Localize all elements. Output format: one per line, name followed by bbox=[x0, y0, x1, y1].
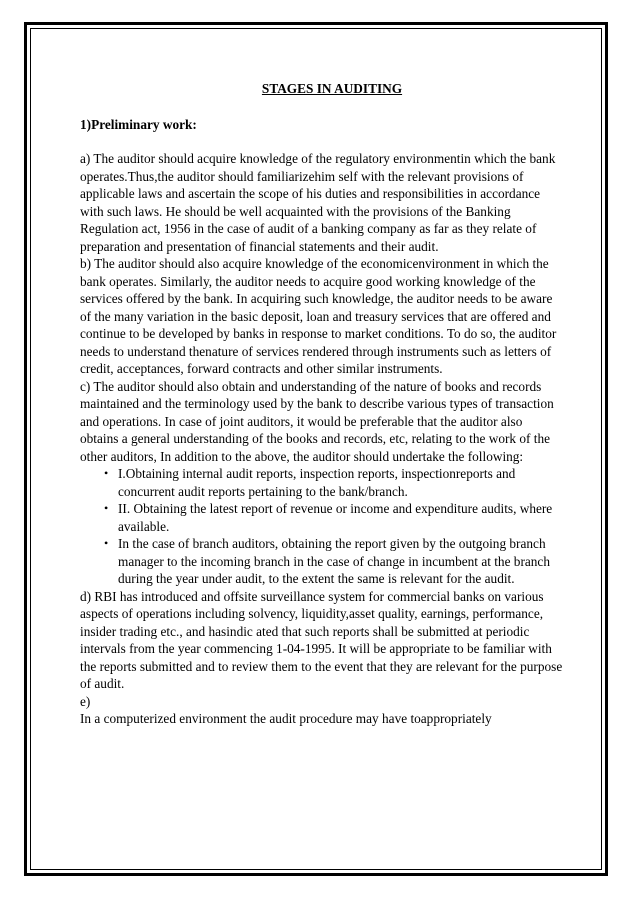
list-item bbox=[104, 500, 564, 535]
list-item bbox=[104, 465, 564, 500]
bullet-list bbox=[80, 465, 564, 588]
paragraph-e: In a computerized environment the audit procedure may have toappropriately bbox=[80, 711, 492, 726]
paragraph-a: a) The auditor should acquire knowledge of the regulatory environmentin which the bank operates.Thus,the auditor should familiarizehim self with the relevant provisions of applicable laws and ascertain the scope of his duties and responsibilities in accordance with such laws. He should be well acquainted with the provisions of the Banking Regulation act, 1956 in the case of audit of a banking company as far as they relate of preparation and presentation of financial statements and their audit. bbox=[80, 151, 556, 254]
paragraph-e-label: e) bbox=[80, 693, 91, 709]
bullet-icon: • bbox=[104, 466, 109, 480]
paragraph-c: c) The auditor should also obtain and understanding of the nature of books and records maintained and the terminology used by the bank to describe various types of transaction and operations. In case of joint auditors, it would be preferable that the auditor also obtains a general understanding of the books and records, etc, relating to the work of the other auditors, In addition to the above, the auditor should undertake the following: bbox=[80, 378, 554, 464]
paragraph-d: d) RBI has introduced and offsite surveillance system for commercial banks on various aspects of operations including solvency, liquidity,asset quality, earnings, performance, insider trading etc., and hasindic ated that such reports shall be submitted at periodic intervals from the year commencing 1-04-1995. It will be appropriate to be familiar with the reports submitted and to review them to the event that they are relevant for the purpose of audit. bbox=[80, 588, 563, 691]
document-body bbox=[80, 80, 564, 728]
list-item-text: I.Obtaining internal audit reports, inspection reports, inspectionreports and concurrent audit reports pertaining to the bank/branch. bbox=[118, 466, 516, 499]
bullet-icon: • bbox=[104, 501, 109, 515]
bullet-icon: • bbox=[104, 536, 109, 550]
list-item-text: II. Obtaining the latest report of revenue or income and expenditure audits, where available. bbox=[118, 501, 553, 534]
paragraph-b: b) The auditor should also acquire knowledge of the economicenvironment in which the bank operates. Similarly, the auditor needs to acquire good working knowledge of the services offered by the bank. In acquiring such knowledge, the auditor needs to be aware of the many variation in the basic deposit, loan and treasury services that are offered and continue to be developed by banks in response to market conditions. To do so, the auditor needs to understand thenature of services rendered through instruments such as letters of credit, acceptances, forward contracts and other similar instruments. bbox=[80, 256, 557, 376]
document-title: STAGES IN AUDITING bbox=[261, 81, 403, 96]
section-heading: 1)Preliminary work: bbox=[80, 116, 197, 132]
list-item bbox=[104, 535, 564, 588]
list-item-text: In the case of branch auditors, obtaining the report given by the outgoing branch manager to the incoming branch in the case of change in incumbent at the branch during the year under audit, to the extent the same is relevant for the audit. bbox=[118, 536, 550, 586]
